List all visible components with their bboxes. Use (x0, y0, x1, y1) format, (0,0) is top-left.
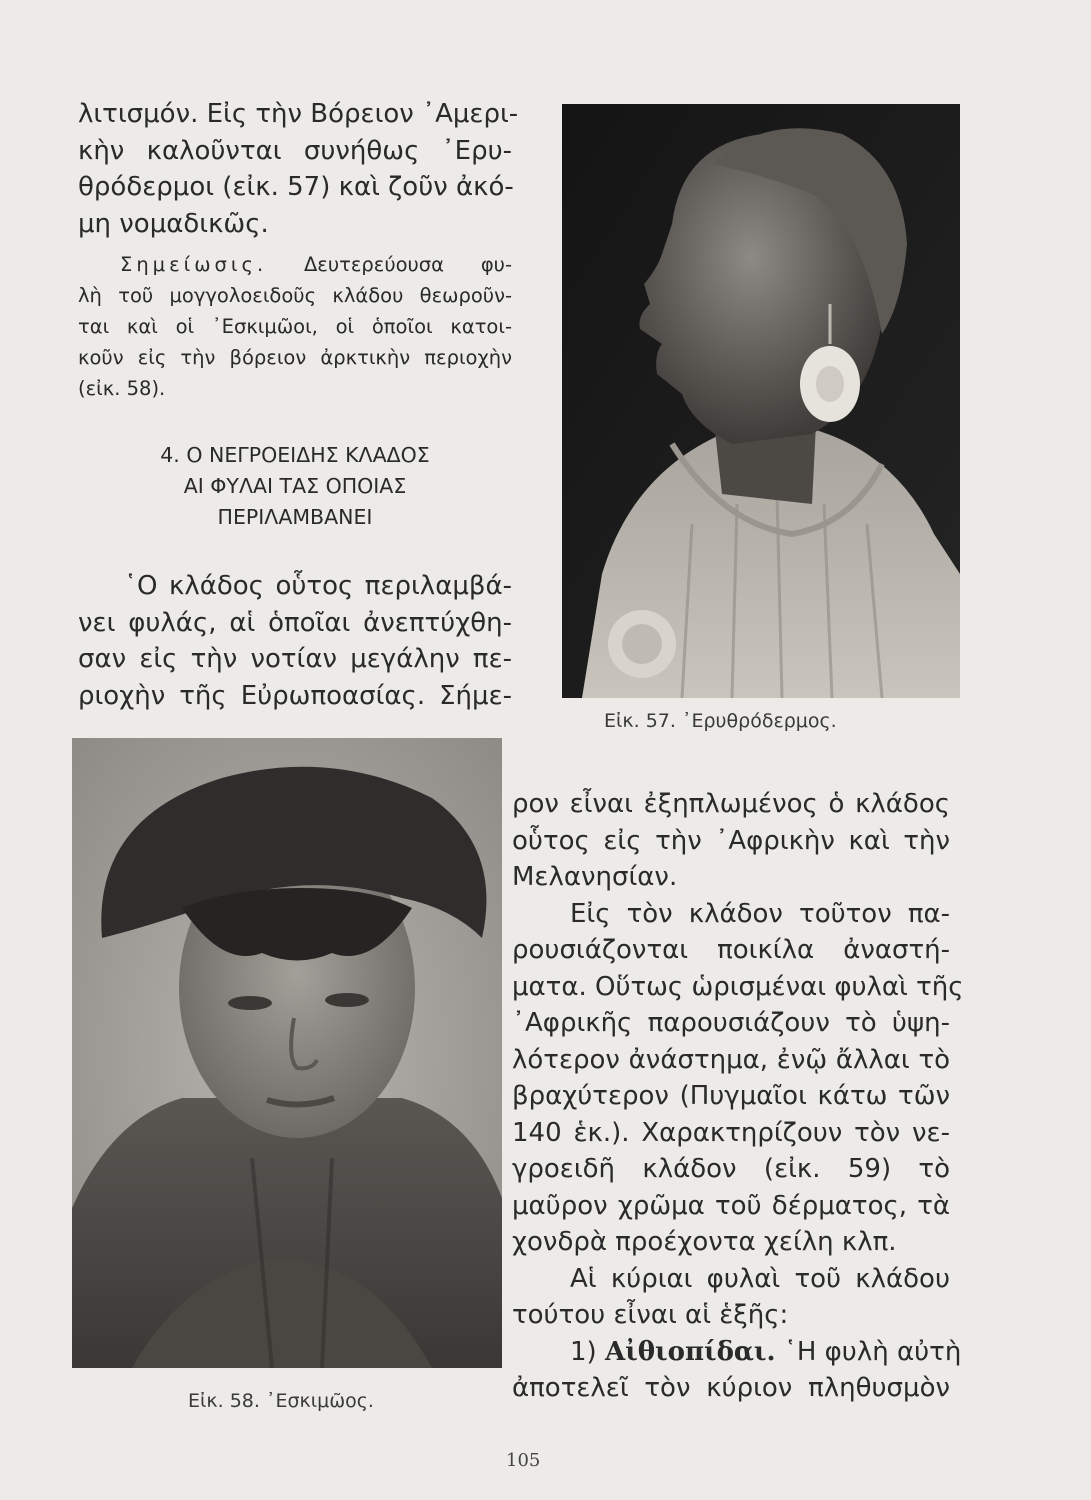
figure-58-photo (72, 738, 502, 1368)
text-line: κοῦν εἰς τὴν βόρειον ἀρκτικὴν περιοχὴν (78, 346, 512, 369)
text-line: λότερον ἀνάστημα, ἐνῷ ἄλλαι τὸ (512, 1044, 950, 1075)
text-line: σαν εἰς τὴν νοτίαν μεγάλην πε- (78, 644, 512, 674)
figure-57-photo (562, 104, 960, 698)
text-line: τούτου εἶναι αἱ ἑξῆς: (512, 1300, 789, 1330)
text-line: λιτισμόν. Εἰς τὴν Βόρειον ᾿Αμερι- (78, 99, 519, 129)
text-line: ἀποτελεῖ τὸν κύριον πληθυσμὸν (512, 1373, 950, 1403)
text-line: γροειδῆ κλάδον (εἰκ. 59) τὸ (512, 1154, 950, 1184)
note-label: Σημείωσις. (120, 253, 268, 276)
text-line: (εἰκ. 58). (78, 377, 166, 400)
figure-58-caption: Εἰκ. 58. ᾿Εσκιμῶος. (188, 1390, 374, 1412)
text-line: Αἱ κύριαι φυλαὶ τοῦ κλάδου (570, 1263, 950, 1294)
text-line: λὴ τοῦ μογγολοειδοῦς κλάδου θεωροῦν- (78, 284, 512, 307)
top-left-paragraph (78, 96, 519, 242)
text-line: χονδρὰ προέχοντα χείλη κλπ. (512, 1227, 897, 1257)
text-line: νει φυλάς, αἱ ὁποῖαι ἀνεπτύχθη- (78, 607, 512, 638)
text-line: Εἰς τὸν κλάδον τοῦτον πα- (570, 898, 950, 929)
text-fragment: ῾Η φυλὴ αὐτὴ (783, 1336, 962, 1367)
text-line (78, 249, 512, 280)
heading-line: ΠΕΡΙΛΑΜΒΑΝΕΙ (217, 505, 373, 529)
text-line: θρόδερμοι (εἰκ. 57) καὶ ζοῦν ἀκό- (78, 172, 514, 202)
text-line: κὴν καλοῦνται συνήθως ᾿Ερυ- (78, 135, 512, 166)
text-line: ρουσιάζονται ποικίλα ἀναστή- (512, 935, 950, 965)
text-line: οὗτος εἰς τὴν ᾿Αφρικὴν καὶ τὴν (512, 825, 950, 856)
text-line: ριοχὴν τῆς Εὐρωποασίας. Σήμε- (78, 680, 512, 711)
text-line: ᾿Αφρικῆς παρουσιάζουν τὸ ὑψη- (512, 1008, 950, 1038)
text-line: ται καὶ οἱ ᾿Εσκιμῶοι, οἱ ὁποῖοι κατοι- (78, 315, 512, 338)
text-line: ρον εἶναι ἐξηπλωμένος ὁ κλάδος (512, 789, 950, 819)
text-line: ῾Ο κλάδος οὗτος περιλαμβά- (124, 571, 512, 601)
text-line: Μελανησίαν. (512, 862, 678, 892)
note-first-line: Δευτερεύουσα φυ- (303, 253, 512, 276)
text-line: ματα. Οὕτως ὡρισμέναι φυλαὶ τῆς (512, 971, 964, 1002)
text-line: 140 ἑκ.). Χαρακτηρίζουν τὸν νε- (512, 1117, 950, 1148)
text-line: μαῦρον χρῶμα τοῦ δέρματος, τὰ (512, 1190, 950, 1221)
page-number: 105 (506, 1450, 541, 1471)
text-line (512, 1334, 962, 1371)
figure-57-caption: Εἰκ. 57. ᾿Ερυθρόδερμος. (604, 710, 837, 732)
heading-line: 4. Ο ΝΕΓΡΟΕΙΔΗΣ ΚΛΑΔΟΣ (160, 443, 430, 467)
right-column-text (512, 786, 964, 1407)
note-paragraph (78, 249, 512, 404)
text-line: μη νομαδικῶς. (78, 208, 269, 239)
bold-term: Αἰθιοπίδαι. (604, 1336, 776, 1367)
negroid-paragraph (78, 568, 512, 714)
list-number: 1) (570, 1336, 597, 1367)
text-line: βραχύτερον (Πυγμαῖοι κάτω τῶν (512, 1081, 950, 1111)
heading-line: ΑΙ ΦΥΛΑΙ ΤΑΣ ΟΠΟΙΑΣ (183, 474, 407, 498)
section-heading (78, 440, 512, 533)
